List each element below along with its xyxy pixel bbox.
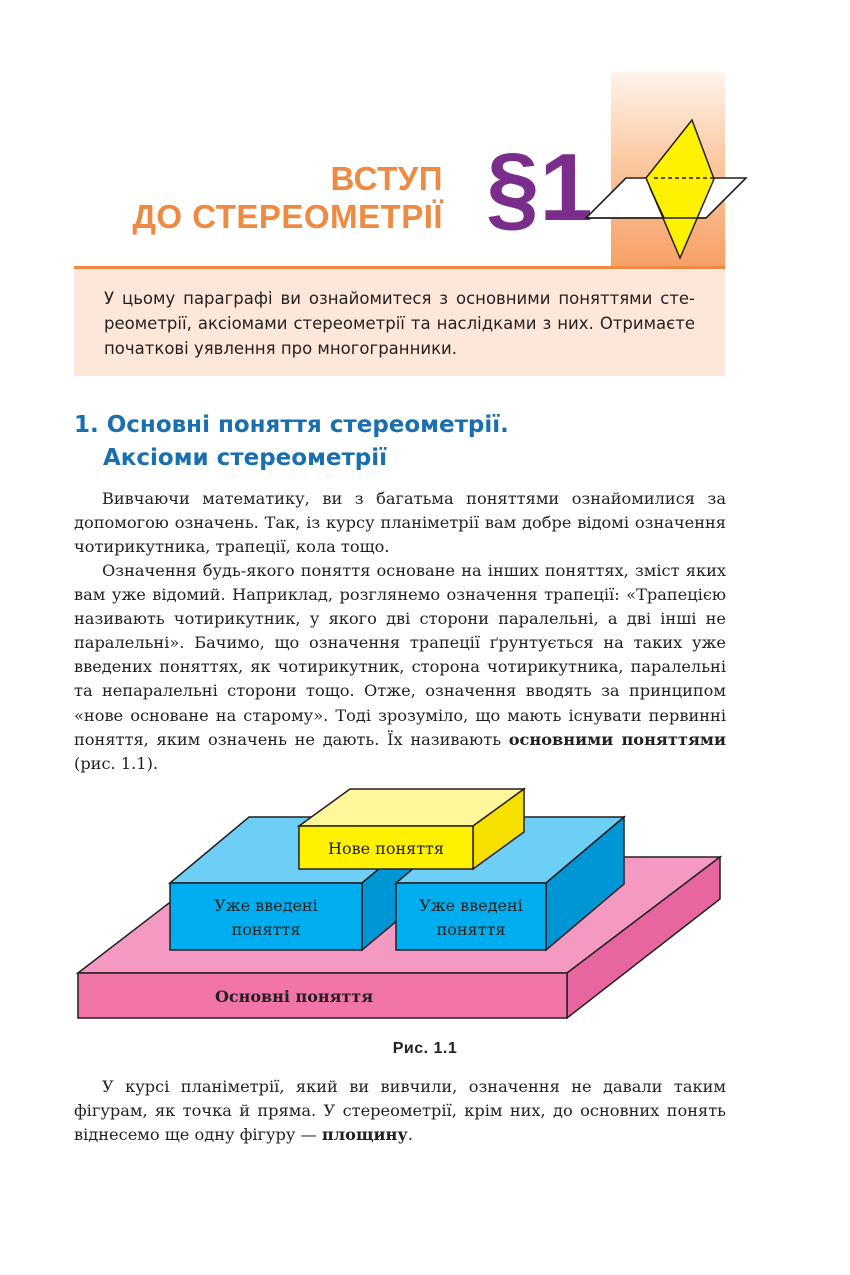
label-introduced-right-1: Уже введені — [419, 896, 523, 915]
paragraph-2 — [74, 559, 726, 776]
paragraph-3 — [74, 1075, 726, 1147]
figure-caption: Рис. 1.1 — [392, 1040, 458, 1057]
label-new-concept: Нове поняття — [328, 839, 444, 858]
label-introduced-left-1: Уже введені — [214, 896, 318, 915]
figure-concept-pyramid — [74, 783, 734, 1033]
paragraph-2-term: основними поняттями — [508, 729, 726, 749]
left-block-front — [170, 883, 362, 950]
intersecting-planes-icon — [584, 116, 749, 261]
chapter-title-line2: ДО СТЕРЕОМЕТРІЇ — [132, 198, 443, 235]
section-heading-line1: 1. Основні поняття стереометрії. — [74, 412, 509, 438]
section-heading — [74, 409, 509, 475]
paragraph-1 — [74, 487, 726, 559]
chapter-title — [132, 160, 443, 236]
label-basic-concepts: Основні поняття — [214, 987, 374, 1006]
paragraph-2-tail: (рис. 1.1). — [74, 753, 159, 773]
chapter-title-line1: ВСТУП — [330, 160, 443, 197]
right-block-front — [396, 883, 546, 950]
paragraph-3-text: У курсі планіметрії, який ви вивчили, означення не давали таким фігурам, як точка й пряма. У стереометрії, крім них, до основних понять віднесемо ще одну фігуру — — [74, 1077, 726, 1145]
paragraph-3-term: площину — [321, 1125, 408, 1145]
section-heading-line2: Аксіоми стереометрії — [103, 445, 388, 471]
label-introduced-left-2: поняття — [231, 920, 301, 939]
paragraph-intro-box: У цьому параграфі ви ознайомитеся з основними поняттями сте-реометрії, аксіомами стереометрії та наслідками з них. Отримаєте початкові уявлення про многогранники. — [74, 269, 725, 376]
paragraph-3-tail: . — [407, 1125, 413, 1145]
paragraph-1-text: Вивчаючи математику, ви з багатьма поняттями ознайомилися за допомогою означень. Так, із курсу планіметрії вам добре відомі означення чотирикутника, трапеції, кола тощо. — [74, 489, 726, 557]
label-introduced-right-2: поняття — [436, 920, 506, 939]
section-number: §1 — [486, 134, 593, 241]
paragraph-2-text: Означення будь-якого поняття основане на інших поняттях, зміст яких вам уже відомий. Наприклад, розглянемо означення трапеції: «Трапецією називають чотирикутник, у якого дві сторони паралельні, а дві інші не паралельні». Бачимо, що означення трапеції ґрунтується на таких уже введених поняттях, як чотирикутник, сторона чотирикутника, паралельні та непаралельні сторони тощо. Отже, означення вводять за принципом «нове основане на старому». Тоді зрозуміло, що мають існувати первинні поняття, яким означень не дають. Їх називають — [74, 561, 726, 749]
